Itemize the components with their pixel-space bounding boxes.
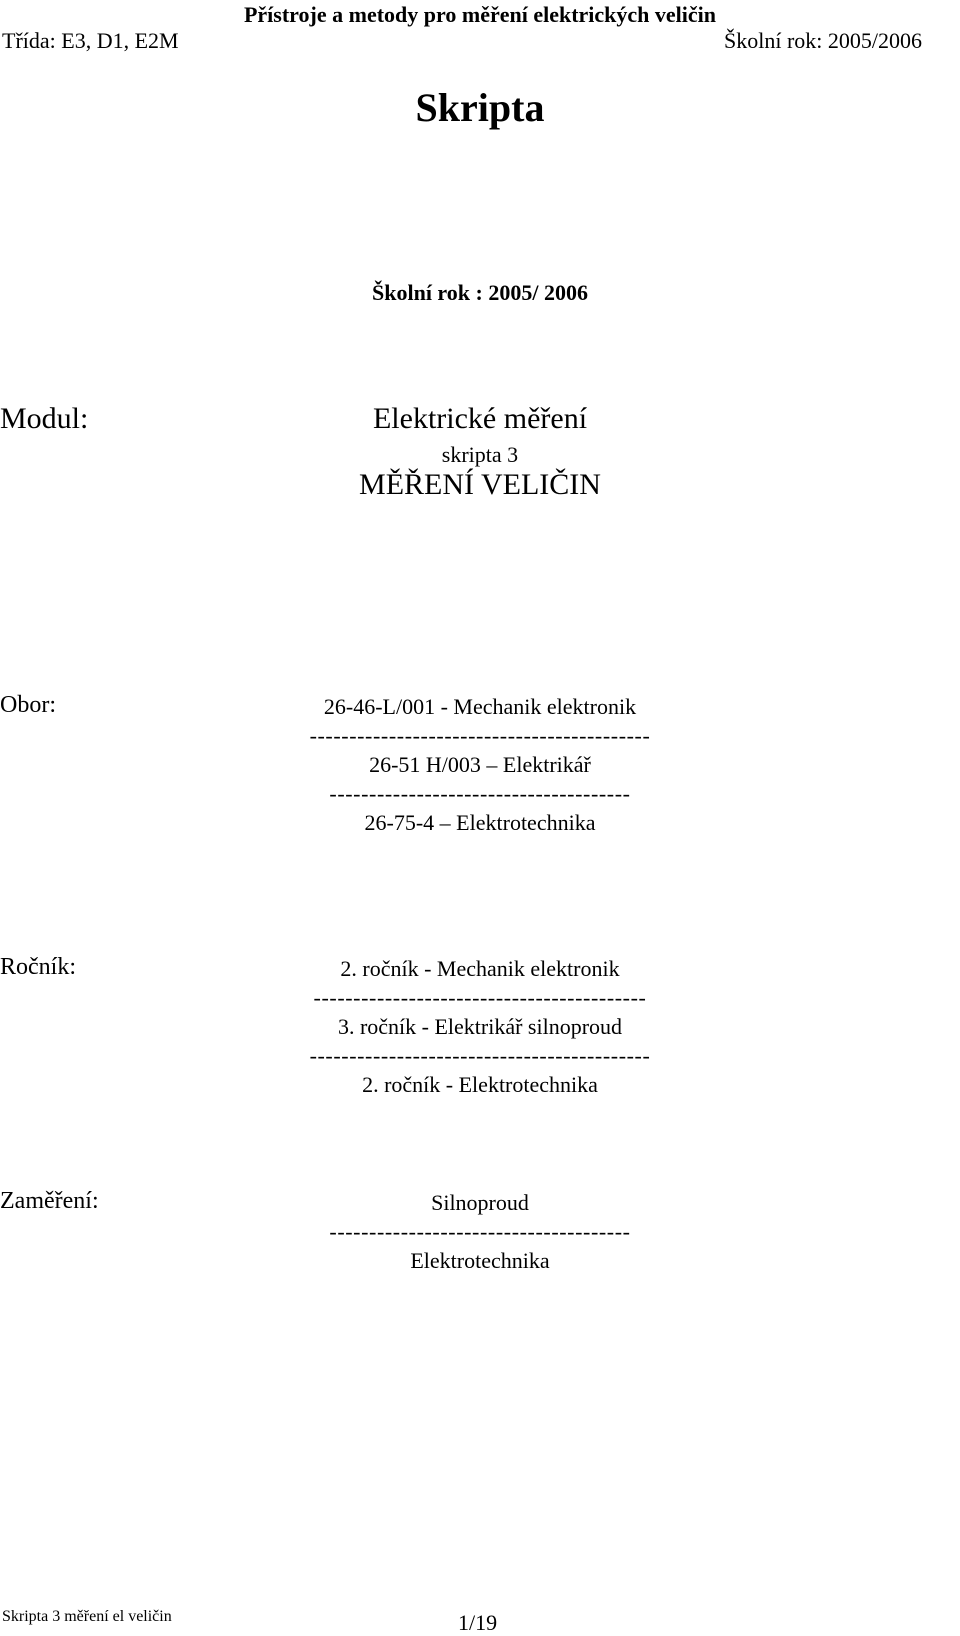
- obor-separator: --------------------------------------: [329, 781, 631, 806]
- page-title: Skripta: [415, 85, 545, 130]
- zamereni-list: [280, 1188, 680, 1275]
- obor-line: 26-75-4 – Elektrotechnika: [364, 810, 596, 835]
- zamereni-label: Zaměření:: [0, 1188, 99, 1214]
- obor-separator: -------------------------------------------: [309, 723, 651, 748]
- header-title: Přístroje a metody pro měření elektrických veličin: [243, 2, 717, 27]
- obor-line: 26-51 H/003 – Elektrikář: [369, 752, 591, 777]
- page-number: 1/19: [458, 1610, 498, 1635]
- obor-line: 26-46-L/001 - Mechanik elektronik: [323, 694, 637, 719]
- school-year: Školní rok : 2005/ 2006: [372, 280, 588, 305]
- modul-topic: MĚŘENÍ VELIČIN: [359, 468, 601, 501]
- rocnik-line: 2. ročník - Mechanik elektronik: [340, 956, 620, 981]
- rocnik-line: 3. ročník - Elektrikář silnoproud: [337, 1014, 623, 1039]
- zamereni-separator: --------------------------------------: [329, 1219, 631, 1244]
- header-school-year: Školní rok: 2005/2006: [723, 28, 922, 53]
- modul-label: Modul:: [0, 402, 89, 435]
- rocnik-list: [280, 954, 680, 1099]
- modul-subtitle: skripta 3: [441, 442, 519, 467]
- rocnik-separator: -------------------------------------------: [309, 1043, 651, 1068]
- modul-name: Elektrické měření: [372, 402, 588, 435]
- obor-label: Obor:: [0, 692, 56, 718]
- footer-left: Skripta 3 měření el veličin: [2, 1608, 172, 1625]
- header-class: Třída: E3, D1, E2M: [2, 28, 179, 53]
- rocnik-label: Ročník:: [0, 954, 76, 980]
- rocnik-line: 2. ročník - Elektrotechnika: [362, 1072, 598, 1097]
- zamereni-line: Elektrotechnika: [410, 1248, 550, 1273]
- obor-list: [280, 692, 680, 837]
- rocnik-separator: ------------------------------------------: [313, 985, 647, 1010]
- zamereni-line: Silnoproud: [431, 1190, 529, 1215]
